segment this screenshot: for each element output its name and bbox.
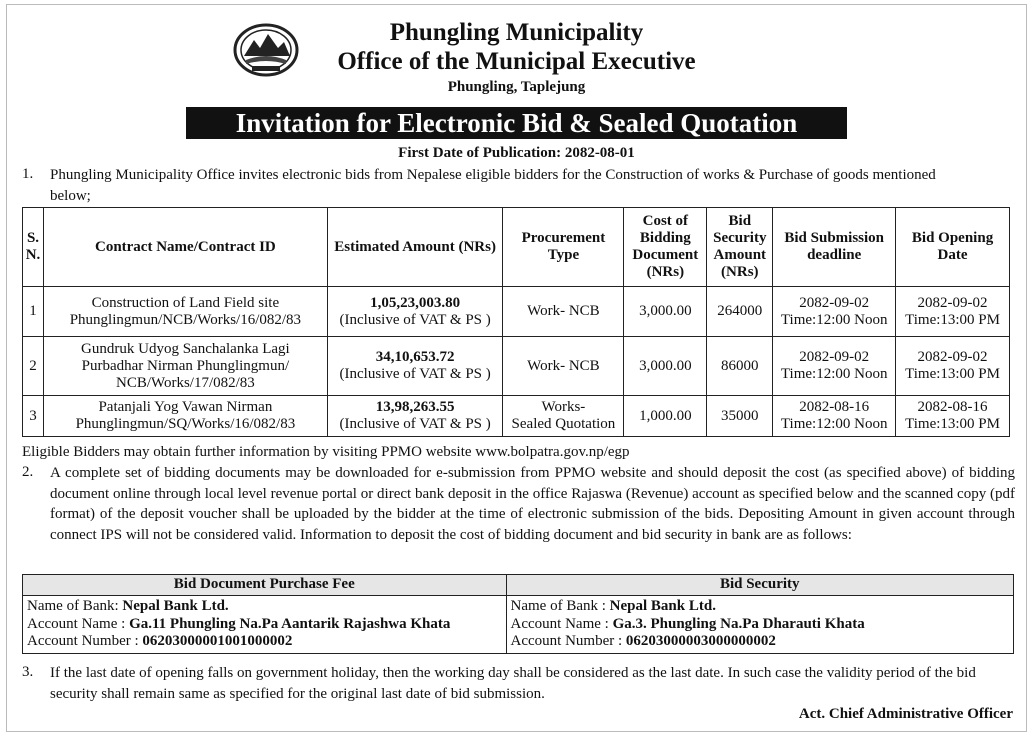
document-cost: 1,000.00 bbox=[624, 396, 707, 437]
estimated-amount: 13,98,263.55 (Inclusive of VAT & PS ) bbox=[327, 396, 503, 437]
intro-paragraph: Phungling Municipality Office invites electronic bids from Nepalese eligible bidders for the Construction of works & Purchase of goods mentioned below; bbox=[50, 167, 936, 204]
opening-date: 2082-09-02 Time:13:00 PM bbox=[896, 337, 1010, 396]
document-cost: 3,000.00 bbox=[624, 287, 707, 337]
row-sn: 3 bbox=[23, 396, 44, 437]
holiday-paragraph: If the last date of opening falls on government holiday, then the working day shall be considered as the last date. In such case the validity period of the bid security shall remain same as specified for the original last date of bid submission. bbox=[50, 665, 976, 702]
table-header-row bbox=[23, 208, 1010, 287]
document-cost: 3,000.00 bbox=[624, 337, 707, 396]
procurement-type: Work- NCB bbox=[503, 337, 624, 396]
col-header-cost: Cost of Bidding Document (NRs) bbox=[624, 208, 707, 287]
col-header-deadline: Bid Submission deadline bbox=[773, 208, 896, 287]
fee-account-header: Bid Document Purchase Fee bbox=[23, 575, 507, 596]
para-number: 2. bbox=[22, 464, 34, 480]
bid-security: 86000 bbox=[707, 337, 773, 396]
row-sn: 1 bbox=[23, 287, 44, 337]
estimated-amount: 1,05,23,003.80 (Inclusive of VAT & PS ) bbox=[327, 287, 503, 337]
submission-deadline: 2082-09-02 Time:12:00 Noon bbox=[773, 337, 896, 396]
submission-deadline: 2082-08-16 Time:12:00 Noon bbox=[773, 396, 896, 437]
fee-account-details: Name of Bank: Nepal Bank Ltd. Account Name : Ga.11 Phungling Na.Pa Aantarik Rajashwa Khata Account Number : 06203000001001000002 bbox=[23, 596, 507, 654]
table-row bbox=[23, 287, 1010, 337]
para-number: 3. bbox=[22, 664, 34, 680]
contract-name: Patanjali Yog Vawan Nirman Phunglingmun/SQ/Works/16/082/83 bbox=[43, 396, 327, 437]
opening-date: 2082-09-02 Time:13:00 PM bbox=[896, 287, 1010, 337]
instructions-paragraph: A complete set of bidding documents may be downloaded for e-submission from PPMO website and should deposit the cost (as specified above) of bidding document online through local level revenue portal or direct bank deposit in the office Rajaswa (Revenue) account as specified below and the scanned copy (pdf format) of the deposit voucher shall be uploaded by the bidder at the time of electronic submission of the bids. Depositing Amount in given account through connect IPS will not be considered valid. Information to deposit the cost of bidding document and bid security in bank are as follows: bbox=[50, 465, 1015, 543]
procurement-type: Works- Sealed Quotation bbox=[503, 396, 624, 437]
col-header-type: Procurement Type bbox=[503, 208, 624, 287]
office-name: Office of the Municipal Executive bbox=[337, 48, 696, 75]
bid-table bbox=[22, 207, 1010, 437]
security-account-details: Name of Bank : Nepal Bank Ltd. Account Name : Ga.3. Phungling Na.Pa Dharauti Khata Account Number : 06203000003000000002 bbox=[506, 596, 1013, 654]
eligible-note: Eligible Bidders may obtain further information by visiting PPMO website www.bolpatra.gov.np/egp bbox=[22, 444, 630, 460]
opening-date: 2082-08-16 Time:13:00 PM bbox=[896, 396, 1010, 437]
location: Phungling, Taplejung bbox=[447, 79, 586, 95]
signature-title: Act. Chief Administrative Officer bbox=[798, 706, 1013, 722]
row-sn: 2 bbox=[23, 337, 44, 396]
bid-security: 35000 bbox=[707, 396, 773, 437]
table-row bbox=[23, 396, 1010, 437]
estimated-amount: 34,10,653.72 (Inclusive of VAT & PS ) bbox=[327, 337, 503, 396]
contract-name: Gundruk Udyog Sanchalanka Lagi Purbadhar Nirman Phunglingmun/ NCB/Works/17/082/83 bbox=[43, 337, 327, 396]
bid-security: 264000 bbox=[707, 287, 773, 337]
procurement-type: Work- NCB bbox=[503, 287, 624, 337]
bank-details-table bbox=[22, 574, 1014, 654]
col-header-name: Contract Name/Contract ID bbox=[43, 208, 327, 287]
submission-deadline: 2082-09-02 Time:12:00 Noon bbox=[773, 287, 896, 337]
table-row bbox=[23, 337, 1010, 396]
col-header-security: Bid Security Amount (NRs) bbox=[707, 208, 773, 287]
contract-name: Construction of Land Field site Phunglingmun/NCB/Works/16/082/83 bbox=[43, 287, 327, 337]
col-header-sn: S. N. bbox=[23, 208, 44, 287]
col-header-amount: Estimated Amount (NRs) bbox=[327, 208, 503, 287]
security-account-header: Bid Security bbox=[506, 575, 1013, 596]
org-name: Phungling Municipality bbox=[389, 19, 644, 46]
publication-date: First Date of Publication: 2082-08-01 bbox=[398, 145, 635, 161]
col-header-opening: Bid Opening Date bbox=[896, 208, 1010, 287]
para-number: 1. bbox=[22, 166, 34, 182]
notice-title: Invitation for Electronic Bid & Sealed Quotation bbox=[186, 107, 847, 139]
